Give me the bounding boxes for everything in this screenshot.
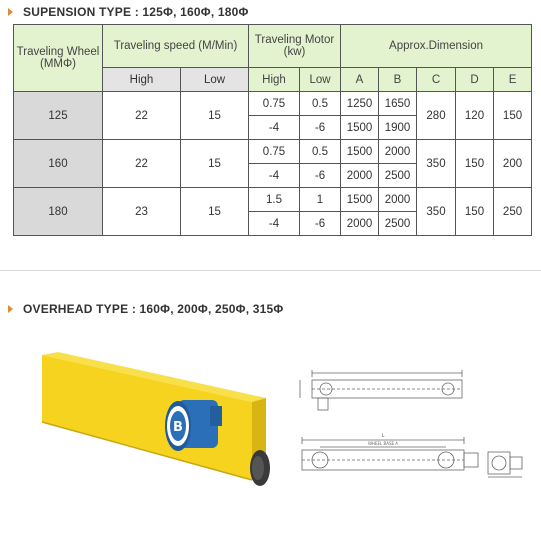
bullet-arrow-icon <box>8 8 13 16</box>
speed-low-cell: 15 <box>181 188 249 236</box>
speed-high-cell: 22 <box>103 92 181 140</box>
dim-a-cell: 2000 <box>341 212 379 236</box>
dim-a-cell: 1500 <box>341 116 379 140</box>
subheader-a: A <box>341 68 379 92</box>
dim-a-cell: 1500 <box>341 140 379 164</box>
header-speed: Traveling speed (M/Min) <box>103 25 249 68</box>
subheader-motor-low: Low <box>300 68 341 92</box>
subheader-c: C <box>417 68 456 92</box>
suspension-title-text: SUPENSION TYPE : 125Φ, 160Φ, 180Φ <box>23 5 249 19</box>
drawing-side-view <box>488 452 510 474</box>
table-row <box>14 188 532 212</box>
dim-d-cell: 150 <box>456 140 494 188</box>
technical-drawing <box>290 365 530 505</box>
dim-a-cell: 2000 <box>341 164 379 188</box>
overhead-title <box>8 302 283 316</box>
subheader-speed-low: Low <box>181 68 249 92</box>
table-row <box>14 92 532 116</box>
dim-d-cell: 120 <box>456 92 494 140</box>
drawing-label-wheel-base: WHEEL BASE A <box>367 441 399 446</box>
motor-low-cell: 0.5 <box>300 92 341 116</box>
dim-b-cell: 2500 <box>379 164 417 188</box>
motor-low-cell: -6 <box>300 212 341 236</box>
dim-d-cell: 150 <box>456 188 494 236</box>
subheader-d: D <box>456 68 494 92</box>
dim-e-cell: 250 <box>494 188 532 236</box>
dim-c-cell: 280 <box>417 92 456 140</box>
motor-low-cell: 0.5 <box>300 140 341 164</box>
speed-high-cell: 22 <box>103 140 181 188</box>
section-divider <box>0 270 541 271</box>
wheel-cell: 125 <box>14 92 103 140</box>
suspension-title <box>8 5 249 19</box>
bullet-arrow-icon <box>8 305 13 313</box>
subheader-speed-high: High <box>103 68 181 92</box>
dim-b-cell: 2000 <box>379 188 417 212</box>
motor-high-cell: -4 <box>249 116 300 140</box>
dim-e-cell: 200 <box>494 140 532 188</box>
dim-a-cell: 1250 <box>341 92 379 116</box>
subheader-motor-high: High <box>249 68 300 92</box>
dim-c-cell: 350 <box>417 140 456 188</box>
motor-high-cell: 1.5 <box>249 188 300 212</box>
suspension-spec-table <box>13 24 532 236</box>
motor-high-cell: 0.75 <box>249 92 300 116</box>
header-wheel: Traveling Wheel (MMΦ) <box>14 25 103 92</box>
motor-high-cell: -4 <box>249 212 300 236</box>
motor-high-cell: -4 <box>249 164 300 188</box>
motor-low-cell: -6 <box>300 164 341 188</box>
subheader-b: B <box>379 68 417 92</box>
svg-text:B: B <box>173 420 183 435</box>
overhead-crane-photo <box>30 350 270 500</box>
motor-low-cell: -6 <box>300 116 341 140</box>
overhead-title-text: OVERHEAD TYPE : 160Φ, 200Φ, 250Φ, 315Φ <box>23 302 284 316</box>
dim-b-cell: 2000 <box>379 140 417 164</box>
drawing-label-l: L <box>381 433 385 439</box>
dim-e-cell: 150 <box>494 92 532 140</box>
speed-high-cell: 23 <box>103 188 181 236</box>
dim-a-cell: 1500 <box>341 188 379 212</box>
subheader-e: E <box>494 68 532 92</box>
header-motor: Traveling Motor (kw) <box>249 25 341 68</box>
speed-low-cell: 15 <box>181 140 249 188</box>
dim-b-cell: 1650 <box>379 92 417 116</box>
motor-low-cell: 1 <box>300 188 341 212</box>
dim-b-cell: 1900 <box>379 116 417 140</box>
header-dimension: Approx.Dimension <box>341 25 532 68</box>
dim-b-cell: 2500 <box>379 212 417 236</box>
motor-high-cell: 0.75 <box>249 140 300 164</box>
dim-c-cell: 350 <box>417 188 456 236</box>
wheel-cell: 180 <box>14 188 103 236</box>
speed-low-cell: 15 <box>181 92 249 140</box>
table-row <box>14 140 532 164</box>
wheel-cell: 160 <box>14 140 103 188</box>
